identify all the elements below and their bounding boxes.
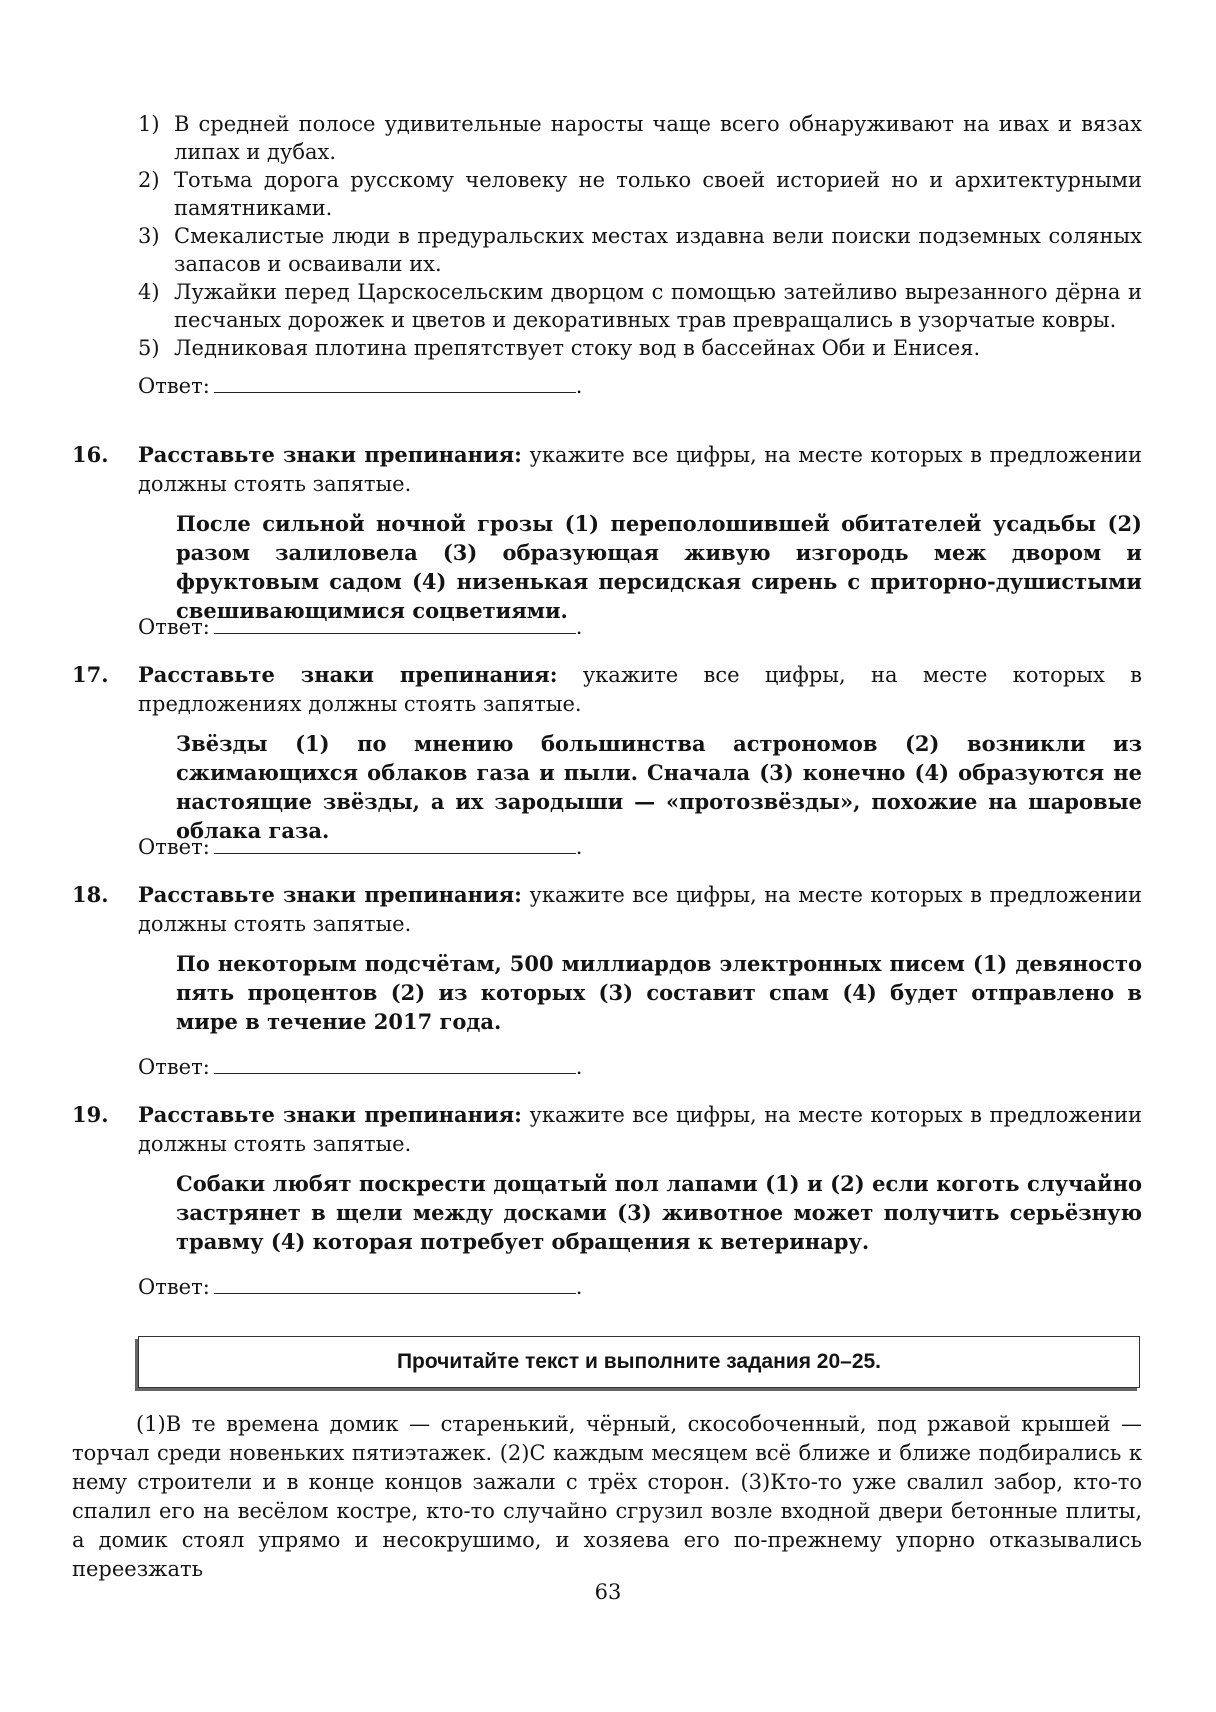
answer-field[interactable]: Ответ: . [138,1055,583,1079]
task-number: 16. [72,442,109,467]
task-16 [72,440,1142,625]
task-17 [72,660,1142,845]
answer-label: Ответ: [138,615,210,639]
answer-line[interactable] [214,613,576,634]
task-number: 18. [72,882,109,907]
list-item: 4) Лужайки перед Царскосельским дворцом с помощью затейливо вырезанного дёрна и песчаных дорожек и цветов и декоративных трав превращались в узорчатые ковры. [138,280,1142,332]
answer-line[interactable] [214,833,576,854]
task-18 [72,880,1142,1036]
section-banner: Прочитайте текст и выполните задания 20–25. [138,1336,1140,1388]
answer-field[interactable]: Ответ: . [138,835,583,859]
answer-line[interactable] [214,1053,576,1074]
answer-line[interactable] [214,1273,576,1294]
list-item: 5) Ледниковая плотина препятствует стоку вод в бассейнах Оби и Енисея. [138,336,981,360]
task-number: 17. [72,662,109,687]
answer-field[interactable]: Ответ: . [138,615,583,639]
options-list [138,110,1142,362]
answer-label: Ответ: [138,1275,210,1299]
answer-label: Ответ: [138,835,210,859]
answer-label: Ответ: [138,374,210,398]
task-sentence: Звёзды (1) по мнению большинства астрономов (2) возникли из сжимающихся облаков газа и пыли. Сначала (3) конечно (4) образуются не настоящие звёзды, а их зародыши — «протозвёзды», похожие на шаровые облака газа. [176,731,1142,843]
task-instruction: Расставьте знаки препинания: укажите все цифры, на месте которых в предложении должны стоять запятые. [138,442,1143,496]
task-instruction: Расставьте знаки препинания: укажите все цифры, на месте которых в предложении должны стоять запятые. [138,1102,1143,1156]
answer-line[interactable] [214,372,576,393]
answer-label: Ответ: [138,1055,210,1079]
task-instruction: Расставьте знаки препинания: укажите все цифры, на месте которых в предложении должны стоять запятые. [138,882,1143,936]
task-sentence: По некоторым подсчётам, 500 миллиардов электронных писем (1) девяносто пять процентов (2) из которых (3) составит спам (4) будет отправлено в мире в течение 2017 года. [176,951,1142,1034]
task-19 [72,1100,1142,1256]
list-item: 3) Смекалистые люди в предуральских местах издавна вели поиски подземных соляных запасов и осваивали их. [138,224,1142,276]
reading-text: (1)В те времена домик — старенький, чёрный, скособоченный, под ржавой крышей — торчал среди новеньких пятиэтажек. (2)С каждым месяцем всё ближе и ближе подбирались к нему строители и в конце концов зажали с трёх сторон. (3)Кто-то уже свалил забор, кто-то спалил его на весёлом костре, кто-то случайно сгрузил возле входной двери бетонные плиты, а домик стоял упрямо и несокрушимо, и хозяева его по-прежнему упорно отказывались переезжать [72,1412,1142,1581]
page-number: 63 [594,1580,622,1604]
task-sentence: Собаки любят поскрести дощатый пол лапами (1) и (2) если коготь случайно застрянет в щели между досками (3) животное может получить серьёзную травму (4) которая потребует обращения к ветеринару. [176,1171,1142,1254]
list-item: 1) В средней полосе удивительные наросты чаще всего обнаруживают на ивах и вязах липах и дубах. [138,112,1142,164]
list-item: 2) Тотьма дорога русскому человеку не только своей историей но и архитектурными памятниками. [138,168,1142,220]
task-number: 19. [72,1102,109,1127]
answer-field[interactable]: Ответ: . [138,374,583,398]
task-sentence: После сильной ночной грозы (1) переполошившей обитателей усадьбы (2) разом залиловела (3) образующая живую изгородь меж двором и фруктовым садом (4) низенькая персидская сирень с приторно-душистыми свешивающимися соцветиями. [176,511,1142,623]
answer-field[interactable]: Ответ: . [138,1275,583,1299]
task-instruction: Расставьте знаки препинания: укажите все цифры, на месте которых в предложениях должны стоять запятые. [138,662,1142,716]
